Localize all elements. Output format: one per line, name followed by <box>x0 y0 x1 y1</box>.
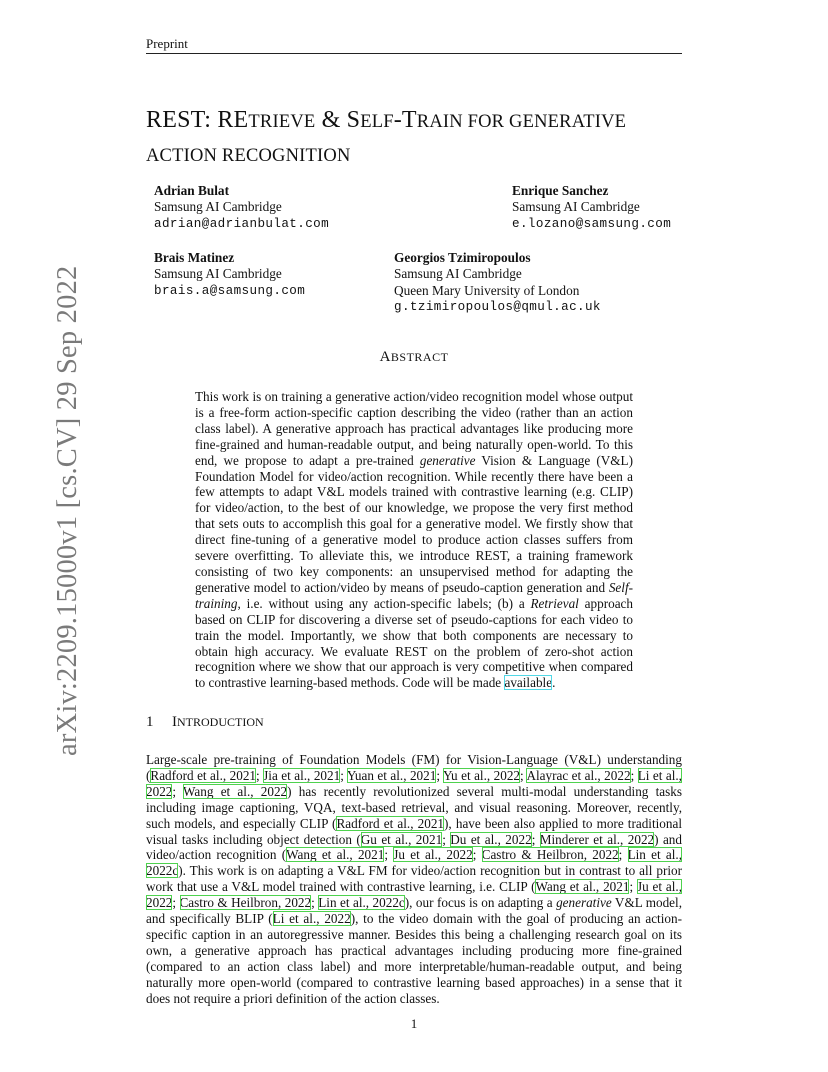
body-emphasis: generative <box>556 895 612 911</box>
citation-link[interactable]: Gu et al., 2021 <box>360 831 443 847</box>
author-name: Enrique Sanchez <box>512 183 609 198</box>
section-heading <box>146 714 264 731</box>
author-email[interactable]: g.tzimiropoulos@qmul.ac.uk <box>394 299 601 314</box>
abstract-emphasis: Retrieval <box>530 595 579 611</box>
citation-link[interactable]: Yu et al., 2022 <box>442 767 521 783</box>
citation-link[interactable]: Jia et al., 2021 <box>263 767 341 783</box>
author-name: Brais Matinez <box>154 250 235 265</box>
body-text: V&L model, and specifically BLIP ( <box>146 895 682 927</box>
body-text: ), have been also applied to more traditional visual tasks including object detection ( <box>146 815 682 847</box>
code-link[interactable]: available <box>504 675 553 691</box>
abstract-emphasis: Self-training <box>195 579 633 611</box>
citation-separator: ; <box>629 879 637 895</box>
title-part: TRIEVE <box>248 112 316 132</box>
abstract-text: This work is on training a generative action/video recognition model whose output is a free-form action-specific caption describing the video (rather than an action class label). A generative approach has practical advantages like producing more fine-grained and human-readable output, and being naturally open-world. To this end, we propose to adapt a pre-trained <box>195 389 633 468</box>
citation-link[interactable]: Wang et al., 2021 <box>286 847 385 863</box>
author-block <box>154 183 329 232</box>
author-email[interactable]: brais.a@samsung.com <box>154 283 306 298</box>
heading-initial: I <box>172 714 177 730</box>
body-text: ) has recently revolutionized several multi-modal understanding tasks including image captioning, VQA, text-based retrieval, and visual reasoning. Moreover, recently, such models, and especially CLIP ( <box>146 783 682 831</box>
citation-link[interactable]: Li et al., 2022 <box>146 767 682 799</box>
citation-separator: ; <box>520 767 527 783</box>
title-part: -T <box>393 107 417 133</box>
citation-separator: ; <box>384 847 394 863</box>
header-rule <box>146 53 682 54</box>
abstract-text: approach based on CLIP for discovering a diverse set of pseudo-captions for each video to train the model. Importantly, we show that both components are necessary to obtain high accuracy. We evaluate REST on the problem of zero-shot action recognition where we show that our approach is very competitive when compared to contrastive learning-based methods. Code will be made <box>195 595 633 691</box>
paper-title <box>146 104 706 172</box>
abstract-text: Vision & Language (V&L) Foundation Model for video/action recognition. While recently there have been a few attempts to adapt V&L models trained with contrastive learning (e.g. CLIP) for video/action, to the best of our knowledge, we propose the very first method that sets outs to accomplish this goal for a generative model. We firstly show that direct fine-tuning of a generative model to produce action classes suffers from severe overfitting. To alleviate this, we introduce REST, a training framework consisting of two key components: an unsupervised method for adapting the generative model to action/video by means of pseudo-caption generation and <box>195 452 633 595</box>
citation-link[interactable]: Wang et al., 2022 <box>183 783 288 799</box>
body-text: ), to the video domain with the goal of producing an action-specific caption in an autoregressive manner. Besides this being a challenging research goal on its own, a generative approach has practical advantages including producing more fine-grained (compared to an action class label) and more interpretable/human-readable output, and being naturally more open-world (compared to contrastive learning based approaches) in a sense that it does not require a priori definition of the action classes. <box>146 911 682 1006</box>
page-number: 1 <box>410 1016 418 1031</box>
citation-link[interactable]: Lin et al., 2022c <box>146 847 682 879</box>
title-part: REST: RE <box>146 107 249 133</box>
arxiv-stamp: arXiv:2209.15000v1 [cs.CV] 29 Sep 2022 <box>52 265 83 756</box>
abstract-text: , i.e. without using any action-specific labels; (b) a <box>237 595 531 611</box>
title-part: ELF <box>360 112 394 132</box>
author-affiliation: Samsung AI Cambridge <box>154 199 282 215</box>
heading-rest: NTRODUCTION <box>177 715 264 729</box>
citation-separator: ; <box>472 847 482 863</box>
citation-link[interactable]: Lin et al., 2022c <box>318 895 405 911</box>
citation-link[interactable]: Du et al., 2022 <box>450 831 532 847</box>
abstract-text: . <box>552 675 556 691</box>
title-part: & S <box>315 107 361 133</box>
author-affiliation: Queen Mary University of London <box>394 282 580 298</box>
author-email[interactable]: e.lozano@samsung.com <box>512 216 672 231</box>
author-affiliation: Samsung AI Cambridge <box>512 199 640 215</box>
abstract-body <box>195 389 633 691</box>
title-part: RAIN FOR GENERATIVE <box>416 112 627 132</box>
author-name: Adrian Bulat <box>154 183 229 198</box>
section-number: 1 <box>146 714 154 730</box>
citation-separator: ; <box>442 831 451 847</box>
body-text: ). This work is on adapting a V&L FM for video/action recognition but in contrast to all prior work that use a V&L model trained with contrastive learning, i.e. CLIP ( <box>146 863 682 895</box>
heading-initial: A <box>379 349 391 365</box>
author-block <box>394 250 601 315</box>
author-name: Georgios Tzimiropoulos <box>394 250 531 265</box>
abstract-emphasis: generative <box>419 452 476 468</box>
citation-separator: ; <box>531 831 540 847</box>
title-part: ACTION RECOGNITION <box>146 146 351 166</box>
citation-link[interactable]: Wang et al., 2021 <box>535 879 630 895</box>
citation-link[interactable]: Minderer et al., 2022 <box>539 831 655 847</box>
citation-link[interactable]: Castro & Heilbron, 2022 <box>179 895 312 911</box>
citation-link[interactable]: Ju et al., 2022 <box>393 847 473 863</box>
body-text: ) and video/action recognition ( <box>146 831 682 863</box>
citation-separator: ; <box>311 895 319 911</box>
author-affiliation: Samsung AI Cambridge <box>154 266 282 282</box>
citation-link[interactable]: Radford et al., 2021 <box>150 767 257 783</box>
citation-separator: ; <box>172 895 180 911</box>
author-email[interactable]: adrian@adrianbulat.com <box>154 216 330 231</box>
heading-rest: BSTRACT <box>390 350 449 364</box>
citation-separator: ; <box>436 767 443 783</box>
abstract-heading <box>0 349 828 366</box>
body-text: ), our focus is on adapting a <box>404 895 557 911</box>
citation-separator: ; <box>172 783 184 799</box>
citation-separator: ; <box>256 767 264 783</box>
body-text: Large-scale pre-training of Foundation Models (FM) for Vision-Language (V&L) understanding ( <box>146 752 682 783</box>
citation-link[interactable]: Ju et al., 2022 <box>146 879 683 911</box>
citation-link[interactable]: Castro & Heilbron, 2022 <box>481 847 619 863</box>
citation-link[interactable]: Li et al., 2022 <box>272 911 351 927</box>
citation-separator: ; <box>340 767 347 783</box>
citation-separator: ; <box>630 767 638 783</box>
author-block <box>512 183 671 232</box>
author-block <box>154 250 305 299</box>
citation-link[interactable]: Radford et al., 2021 <box>336 815 445 831</box>
citation-separator: ; <box>618 847 628 863</box>
citation-link[interactable]: Alayrac et al., 2022 <box>526 767 631 783</box>
running-header: Preprint <box>146 36 188 51</box>
author-affiliation: Samsung AI Cambridge <box>394 266 522 282</box>
citation-link[interactable]: Yuan et al., 2021 <box>346 767 437 783</box>
intro-body <box>146 752 682 1007</box>
